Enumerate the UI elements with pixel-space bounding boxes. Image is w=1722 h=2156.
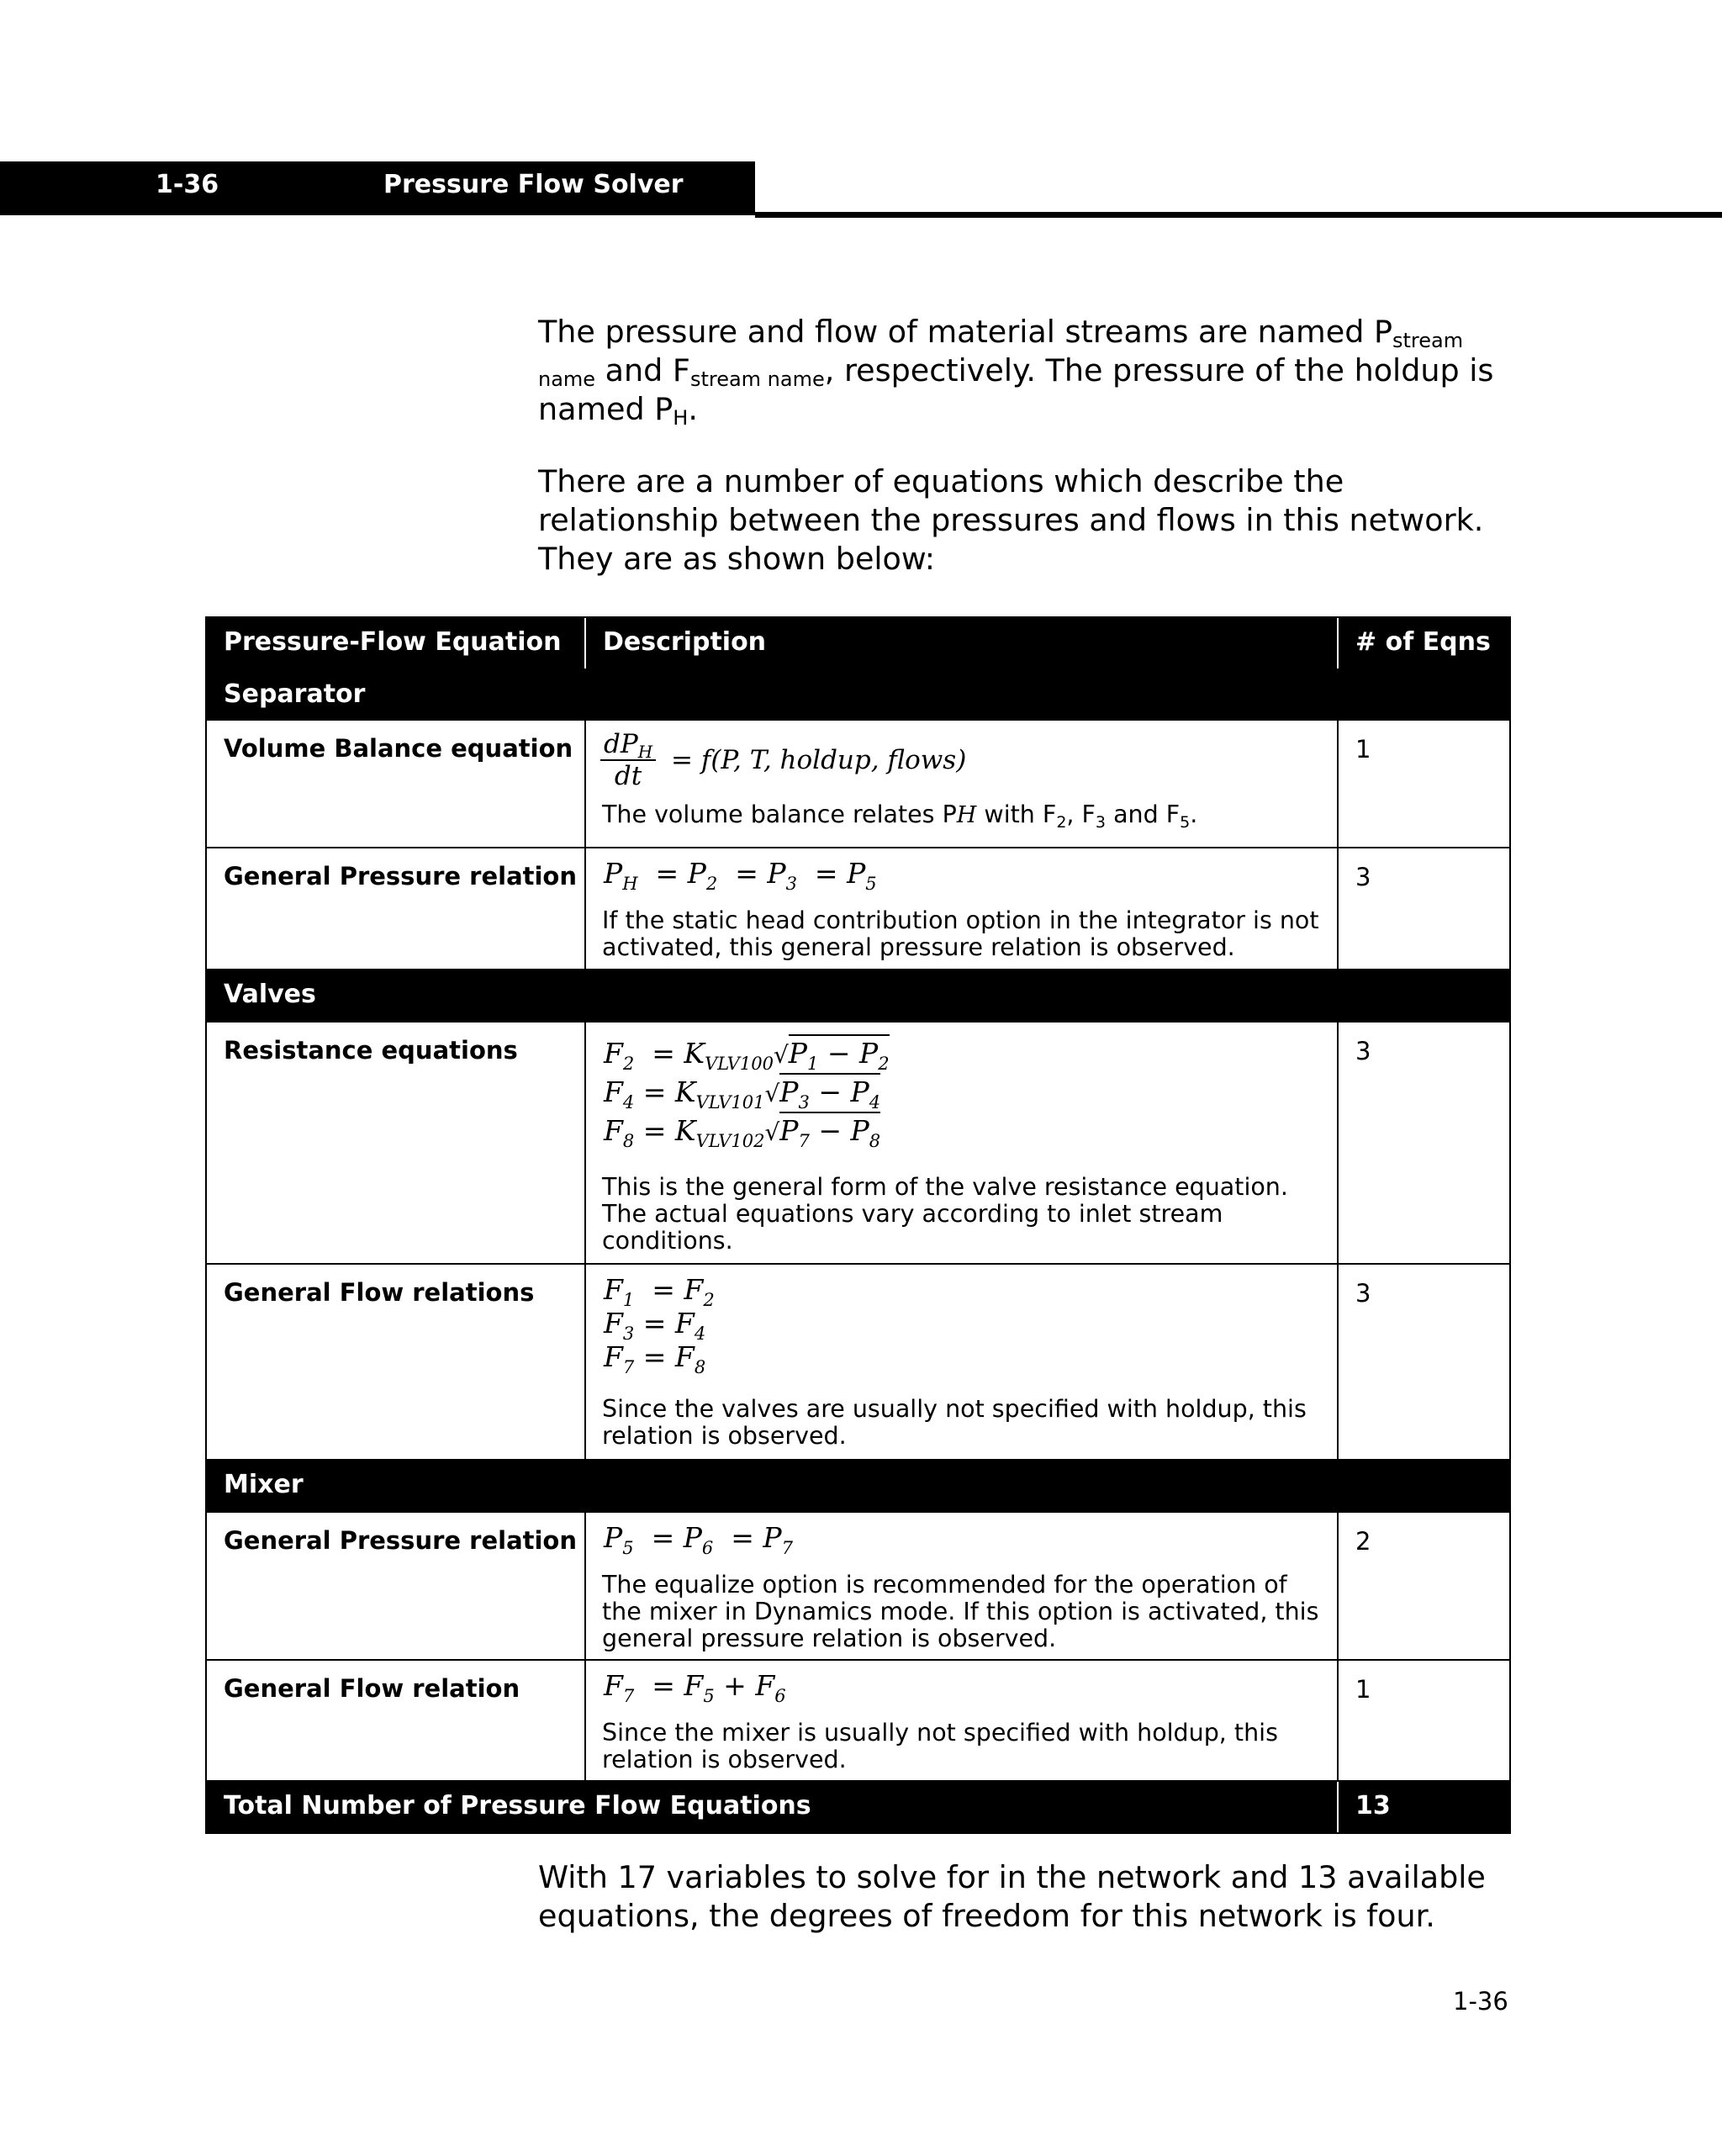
column-header-equation: Pressure-Flow Equation — [224, 627, 562, 657]
conclusion-paragraph: With 17 variables to solve for in the network and 13 available equations, the degrees of freedom for this network is four. — [538, 1859, 1486, 1934]
row-label: General Flow relations — [224, 1278, 535, 1307]
separator-pressure-equation: $P_H = P_2 = P_3 = P_5$ — [604, 857, 877, 894]
row-count: 2 — [1355, 1527, 1371, 1556]
mixer-flow-equation: $F_7 = F_5 + F_6$ — [604, 1669, 786, 1706]
row-label: General Flow relation — [224, 1674, 520, 1703]
table-row-mixer-pressure — [205, 1513, 1511, 1661]
footer-page-number: 1-36 — [1453, 1987, 1508, 2016]
row-description: The equalize option is recommended for the operation of the mixer in Dynamics mode. If this option is activated, this general pressure relation is observed. — [602, 1571, 1319, 1652]
row-description: If the static head contribution option in the integrator is not activated, this general pressure relation is observed. — [602, 906, 1319, 961]
table-row-mixer-flow — [205, 1661, 1511, 1782]
section-mixer — [205, 1461, 1511, 1513]
table-row-resistance — [205, 1023, 1511, 1265]
section-separator — [205, 670, 1511, 721]
valve-flow-equation-3: $F_7 = F_8$ — [604, 1340, 706, 1377]
table-header-row — [205, 616, 1511, 670]
section-label: Separator — [224, 679, 366, 709]
section-valves — [205, 970, 1511, 1023]
table-total-row — [205, 1782, 1511, 1834]
valve-flow-equation-2: $F_3 = F_4$ — [604, 1307, 706, 1344]
row-count: 1 — [1355, 735, 1371, 764]
header-page-number: 1-36 — [156, 170, 219, 199]
valve-resistance-equation-2: $F_4 = K_{VLV101}√P_3 - P_4$ — [604, 1073, 880, 1108]
valve-resistance-equation-1: $F_2 = K_{VLV100}√P_1 - P_2$ — [604, 1034, 890, 1070]
row-label: Resistance equations — [224, 1036, 518, 1065]
row-label: General Pressure relation — [224, 1526, 578, 1555]
total-label: Total Number of Pressure Flow Equations — [224, 1791, 811, 1820]
volume-balance-equation: $dP_H$ dt = f(P, T, holdup, flows) — [600, 729, 966, 791]
intro-paragraph-2: There are a number of equations which describe the relationship between the pressures and flows in this network. They are as shown below: — [538, 463, 1484, 577]
section-label: Valves — [224, 980, 316, 1009]
intro-paragraph-1: The pressure and flow of material streams are named $P_{stream name}$ and $F_{stream name}$, respectively. The pressure of the holdup is named $P_H$. — [538, 314, 1494, 430]
pressure-flow-table — [205, 616, 1511, 1834]
row-count: 3 — [1355, 1037, 1371, 1065]
total-count: 13 — [1355, 1791, 1391, 1820]
row-label: Volume Balance equation — [224, 734, 573, 763]
valve-flow-equation-1: $F_1 = F_2$ — [604, 1273, 715, 1310]
row-count: 3 — [1355, 863, 1371, 891]
row-description: Since the mixer is usually not specified with holdup, this relation is observed. — [602, 1719, 1278, 1773]
row-count: 1 — [1355, 1675, 1371, 1704]
row-count: 3 — [1355, 1279, 1371, 1308]
header-section-title: Pressure Flow Solver — [383, 170, 684, 199]
column-header-description: Description — [603, 627, 767, 657]
mixer-pressure-equation: $P_5 = P_6 = P_7$ — [604, 1521, 793, 1558]
row-label: General Pressure relation — [224, 862, 578, 890]
row-description: The volume balance relates PH with $F_2$, $F_3$ and $F_5$. — [602, 801, 1198, 832]
row-description: Since the valves are usually not specified with holdup, this relation is observed. — [602, 1395, 1307, 1450]
column-header-count: # of Eqns — [1355, 627, 1491, 657]
header-rule — [755, 212, 1722, 218]
valve-resistance-equation-3: $F_8 = K_{VLV102}√P_7 - P_8$ — [604, 1112, 880, 1147]
table-row-valve-flow — [205, 1265, 1511, 1461]
table-row-volume-balance — [205, 721, 1511, 848]
table-row-separator-pressure — [205, 848, 1511, 970]
row-description: This is the general form of the valve resistance equation. The actual equations vary according to inlet stream conditions. — [602, 1173, 1288, 1255]
section-label: Mixer — [224, 1470, 304, 1499]
